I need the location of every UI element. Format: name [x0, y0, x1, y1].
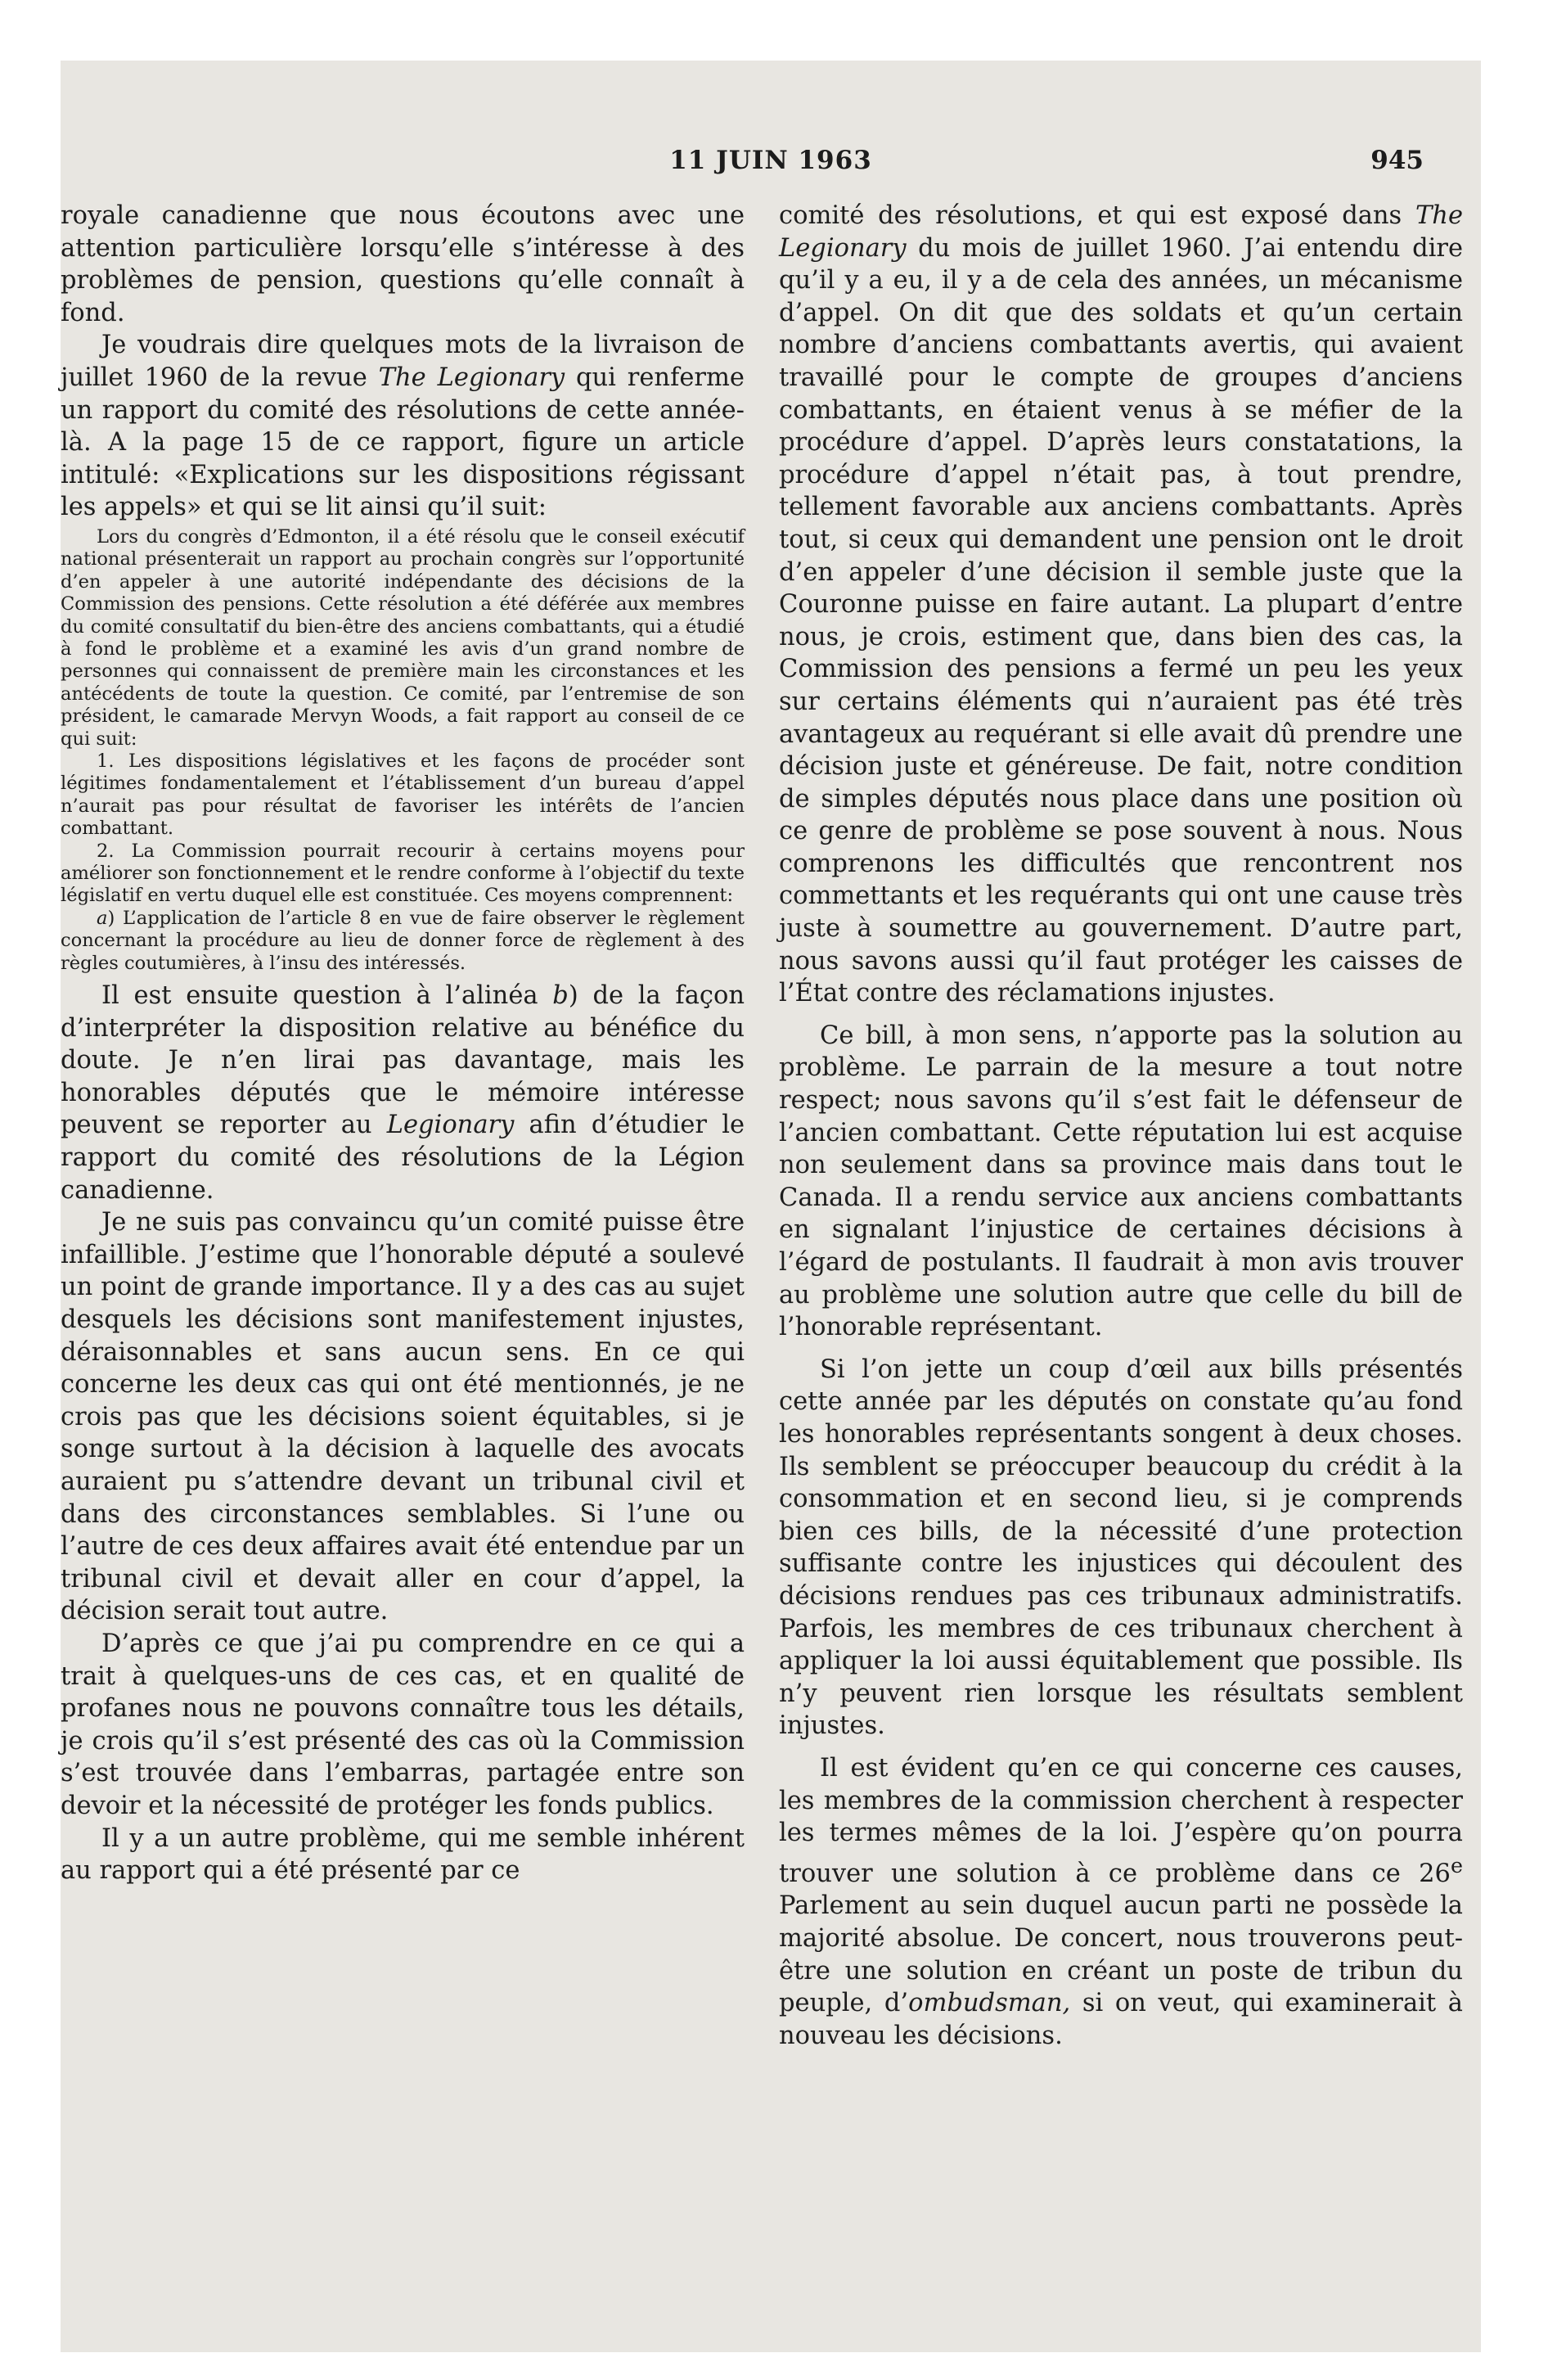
paragraph: royale canadienne que nous écoutons avec une attention particulière lorsqu’elle s’intéresse à des problèmes de pension, questions qu’elle connaît à fond. [61, 201, 745, 327]
header-date: 11 JUIN 1963 [669, 146, 872, 175]
right-column [779, 200, 1463, 2052]
paragraph: Si l’on jette un coup d’œil aux bills présentés cette année par les députés on constate qu’au fond les honorables représentants songent à deux choses. Ils semblent se préoccuper beaucoup du crédit à la consommation et en second lieu, si je comprends bien ces bills, de la nécessité d’une protection suffisante contre les injustices qui découlent des décisions rendues pas ces tribunaux administratifs. Parfois, les membres de ces tribunaux cherchent à appliquer la loi aussi équitablement que possible. Ils n’y peuvent rien lorsque les résultats semblent injustes. [779, 1355, 1463, 1741]
publication-title: The Legionary [378, 363, 565, 392]
paragraph: D’après ce que j’ai pu comprendre en ce qui a trait à quelques-uns de ces cas, et en qualité de profanes nous ne pouvons connaître tous les détails, je crois qu’il s’est présenté des cas où la Commission s’est trouvée dans l’embarras, partagée entre son devoir et la nécessité de protéger les fonds publics. [61, 1629, 745, 1820]
paragraph: comité des résolutions, et qui est exposé dans The Legionary du mois de juillet 1960. J’ai entendu dire qu’il y a eu, il y a de cela des années, un mécanisme d’appel. On dit que des soldats et qu’un certain nombre d’anciens combattants avertis, qui avaient travaillé pour le compte de groupes d’anciens combattants, en étaient venus à se méfier de la procédure d’appel. D’après leurs constatations, la procédure d’appel n’était pas, à tout prendre, tellement favorable aux anciens combattants. Après tout, si ceux qui demandent une pension ont le droit d’en appeler d’une décision il semble juste que la Couronne puisse en faire autant. La plupart d’entre nous, je crois, estiment que, dans bien des cas, la Commission des pensions a fermé un peu les yeux sur certains éléments qui n’auraient pas été très avantageux au requérant si elle avait dû prendre une décision juste et généreuse. De fait, notre condition de simples députés nous place dans une position où ce genre de problème se pose souvent à nous. Nous comprenons les difficultés que rencontrent nos commettants et les requérants qui ont une cause très juste à soumettre au gouvernement. D’autre part, nous savons aussi qu’il faut protéger les caisses de l’État contre des réclamations injustes. [779, 201, 1463, 1008]
paragraph: Je voudrais dire quelques mots de la livraison de juillet 1960 de la revue The Legionary qui renferme un rapport du comité des résolutions de cette année-là. A la page 15 de ce rapport, figure un article intitulé: «Explications sur les dispositions régissant les appels» et qui se lit ainsi qu’il suit: [61, 331, 745, 522]
publication-title: The Legionary [779, 201, 1463, 263]
page-number: 945 [1370, 146, 1424, 175]
quote-paragraph: a) L’application de l’article 8 en vue de faire observer le règlement concernant la procédure au lieu de donner force de règlement à des règles coutumières, à l’insu des intéressés. [61, 907, 745, 974]
document-page [61, 61, 1481, 2352]
paragraph: Je ne suis pas convaincu qu’un comité puisse être infaillible. J’estime que l’honorable député a soulevé un point de grande importance. Il y a des cas au sujet desquels les décisions sont manifestement injustes, déraisonnables et sans aucun sens. En ce qui concerne les deux cas qui ont été mentionnés, je ne crois pas que les décisions soient équitables, si je songe surtout à la décision à laquelle des avocats auraient pu s’attendre devant un tribunal civil et dans des circonstances semblables. Si l’une ou l’autre de ces deux affaires avait été entendue par un tribunal civil et devait aller en cour d’appel, la décision serait tout autre. [61, 1208, 745, 1626]
paragraph: Il est évident qu’en ce qui concerne ces causes, les membres de la commission cherchent à respecter les termes mêmes de la loi. J’espère qu’on pourra trouver une solution à ce problème dans ce 26e Parlement au sein duquel aucun parti ne possède la majorité absolue. De concert, nous trouverons peut-être une solution en créant un poste de tribun du peuple, d’ombudsman, si on veut, qui examinerait à nouveau les décisions. [779, 1753, 1463, 2050]
quote-paragraph: 1. Les dispositions législatives et les façons de procéder sont légitimes fondamentalement et l’établissement d’un bureau d’appel n’aurait pas pour résultat de favoriser les intérêts de l’ancien combattant. [61, 751, 745, 840]
paragraph: Il est ensuite question à l’alinéa b) de la façon d’interpréter la disposition relative au bénéfice du doute. Je n’en lirai pas davantage, mais les honorables députés que le mémoire intéresse peuvent se reporter au Legionary afin d’étudier le rapport du comité des résolutions de la Légion canadienne. [61, 981, 745, 1205]
page-header [61, 146, 1481, 187]
quote-paragraph: 2. La Commission pourrait recourir à certains moyens pour améliorer son fonctionnement et le rendre conforme à l’objectif du texte législatif en vertu duquel elle est constituée. Ces moyens comprennent: [61, 840, 745, 907]
block-quote [61, 526, 745, 975]
publication-title: Legionary [386, 1111, 515, 1140]
paragraph: Ce bill, à mon sens, n’apporte pas la solution au problème. Le parrain de la mesure a tout notre respect; nous savons qu’il s’est fait le défenseur de l’ancien combattant. Cette réputation lui est acquise non seulement dans sa province mais dans tout le Canada. Il a rendu service aux anciens combattants en signalant l’injustice de certaines décisions à l’égard de postulants. Il faudrait à mon avis trouver au problème une solution autre que celle du bill de l’honorable représentant. [779, 1021, 1463, 1342]
quote-paragraph: Lors du congrès d’Edmonton, il a été résolu que le conseil exécutif national présenterait un rapport au prochain congrès sur l’opportunité d’en appeler à une autorité indépendante des décisions de la Commission des pensions. Cette résolution a été déférée aux membres du comité consultatif du bien-être des anciens combattants, qui a étudié à fond le problème et a examiné les avis d’un grand nombre de personnes qui connaissent de première main les circonstances et les antécédents de toute la question. Ce comité, par l’entremise de son président, le camarade Mervyn Woods, a fait rapport au conseil de ce qui suit: [61, 525, 745, 750]
left-column [61, 200, 745, 1887]
paragraph: Il y a un autre problème, qui me semble inhérent au rapport qui a été présenté par ce [61, 1823, 745, 1886]
